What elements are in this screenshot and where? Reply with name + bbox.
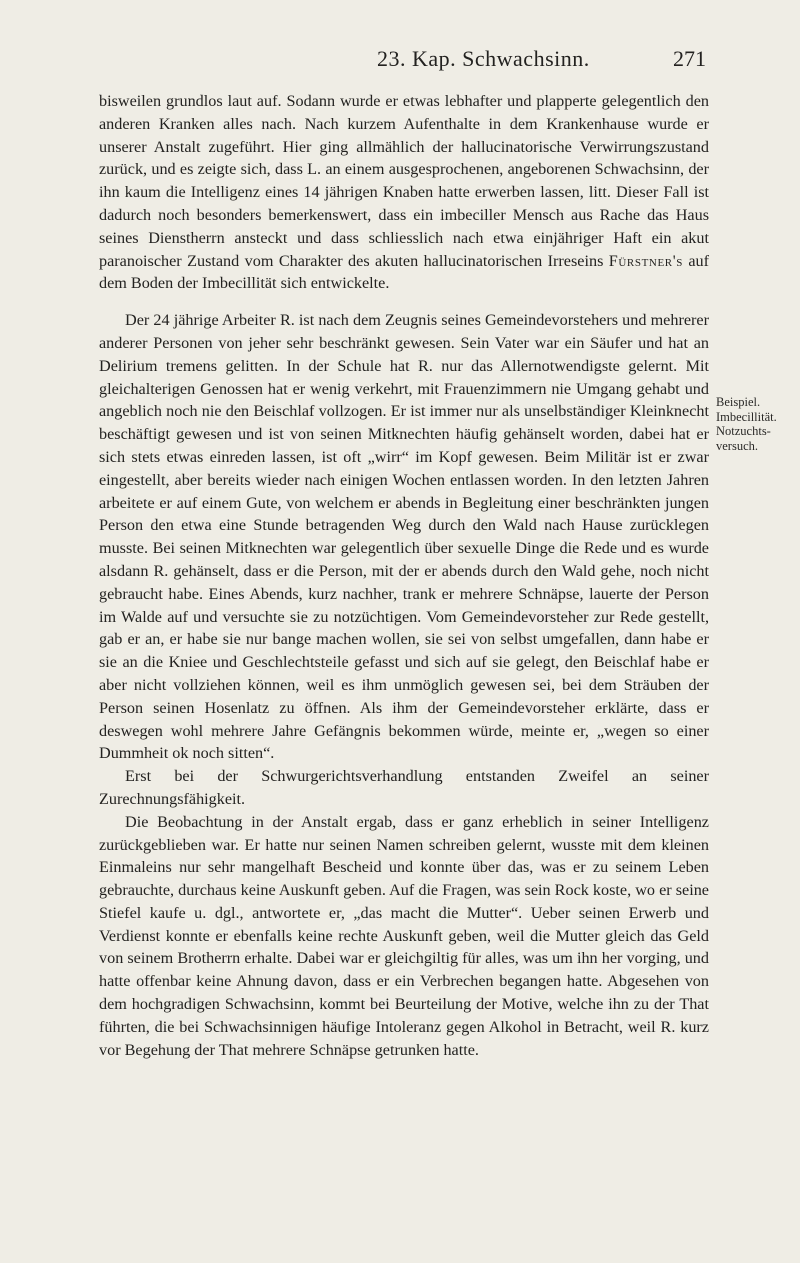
author-name: Fürstner's bbox=[608, 251, 683, 270]
paragraph-text: bisweilen grundlos laut auf. Sodann wurde er etwas lebhafter und plapperte gelegentlich den anderen Kranken alles nach. Nach kurzem Aufenthalte in dem Krankenhause wurde er unserer Anstalt zugeführt. Hier ging allmählich der hallucinatorische Verwirrungszustand zurück, und es zeigte sich, dass L. an einem ausgesprochenen, angeborenen Schwachsinn, der ihn kaum die Intelligenz eines 14 jährigen Knaben hatte erwerben lassen, litt. Dieser Fall ist dadurch noch besonders bemerkenswert, dass ein imbeciller Mensch aus Rache das Haus seines Dienstherrn ansteckt und dass schliesslich nach etwa einjähriger Haft ein akut paranoischer Zustand vom Charakter des akuten hallucinatorischen Irreseins bbox=[99, 92, 709, 270]
body-text bbox=[99, 90, 709, 1061]
paragraph-observation: Die Beobachtung in der Anstalt ergab, dass er ganz erheblich in seiner Intelligenz zurückgeblieben war. Er hatte nur seinen Namen schreiben gelernt, wusste mit dem kleinen Einmaleins nur sehr mangelhaft Bescheid und konnte über das, was er zu seinem Leben gebrauchte, durchaus keine Auskunft geben. Auf die Fragen, was sein Rock koste, wo er seine Stiefel kaufe u. dgl., antwortete er, „das macht die Mutter“. Ueber seinen Erwerb und Verdienst konnte er ebenfalls keine rechte Auskunft geben, weil die Mutter gleich das Geld von seinem Brotherrn erhalte. Dabei war er gleichgiltig für alles, was um ihn her vorging, und hatte offenbar keine Ahnung davon, dass er ein Verbrechen begangen hatte. Abgesehen von dem hochgradigen Schwachsinn, kommt bei Beurteilung der Motive, welche ihn zu der That führten, die bei Schwachsinnigen häufige Intoleranz gegen Alkohol in Betracht, weil R. kurz vor Begehung der That mehrere Schnäpse getrunken hatte. bbox=[99, 812, 709, 1059]
paragraph-text: auf dem Boden der Imbecillität sich entwickelte. bbox=[99, 251, 710, 293]
margin-note-line: versuch. bbox=[716, 438, 758, 453]
paragraph-continuation bbox=[99, 90, 709, 295]
margin-note-line: Beispiel. bbox=[716, 395, 761, 409]
margin-note bbox=[716, 395, 792, 453]
paragraph-case-report: Der 24 jährige Arbeiter R. ist nach dem Zeugnis seines Gemeindevorstehers und mehrerer anderer Personen von jeher sehr beschränkt gewesen. Sein Vater war ein Säufer und hat an Delirium tremens gelitten. In der Schule hat R. nur das Allernotwendigste gelernt. Mit gleichalterigen Genossen hat er wenig verkehrt, mit Frauenzimmern nie Umgang gehabt und angeblich noch nie den Beischlaf vollzogen. Er ist immer nur als unselbständiger Kleinknecht beschäftigt gewesen und ist von seinen Mitknechten häufig gehänselt worden, dabei hat er sich stets etwas einreden lassen, ist oft „wirr“ im Kopf gewesen. Beim Militär ist er zwar eingestellt, aber bereits wieder nach einigen Wochen entlassen worden. In den letzten Jahren arbeitete er auf einem Gute, von welchem er abends in Begleitung einer beschränkten jungen Person den etwa eine Stunde betragenden Weg durch den Wald nach Hause zurücklegen musste. Bei seinen Mitknechten war gelegentlich über sexuelle Dinge die Rede und es wurde alsdann R. gehänselt, dass er die Person, mit der er abends durch den Wald gehe, noch nicht gebraucht habe. Eines Abends, kurz nachher, trank er mehrere Schnäpse, lauerte der Person im Walde auf und versuchte sie zu notzüchtigen. Vom Gemeindevorsteher zur Rede gestellt, gab er an, er habe sie nur bange machen wollen, sie sei von selbst umgefallen, dann habe er sie an die Kniee und Geschlechtsteile gefasst und sich auf sie gelegt, den Beischlaf habe er aber nicht vollziehen können, weil es ihm unmöglich gewesen sei, bei dem Sträuben der Person seinen Hosenlatz zu öffnen. Als ihm der Gemeindevorsteher erklärte, dass er deswegen wohl mehrere Jahre Gefängnis bekommen würde, meinte er, „wegen so einer Dummheit ok noch sitten“. bbox=[99, 311, 709, 763]
paragraph-trial: Erst bei der Schwurgerichtsverhandlung entstanden Zweifel an seiner Zurechnungsfähigkeit. bbox=[99, 767, 709, 808]
chapter-title: 23. Kap. Schwachsinn. bbox=[377, 46, 590, 71]
running-header bbox=[0, 46, 800, 76]
page-number: 271 bbox=[673, 46, 706, 71]
margin-note-line: Notzuchts- bbox=[716, 424, 771, 438]
margin-note-line: Imbecillität. bbox=[716, 409, 777, 424]
